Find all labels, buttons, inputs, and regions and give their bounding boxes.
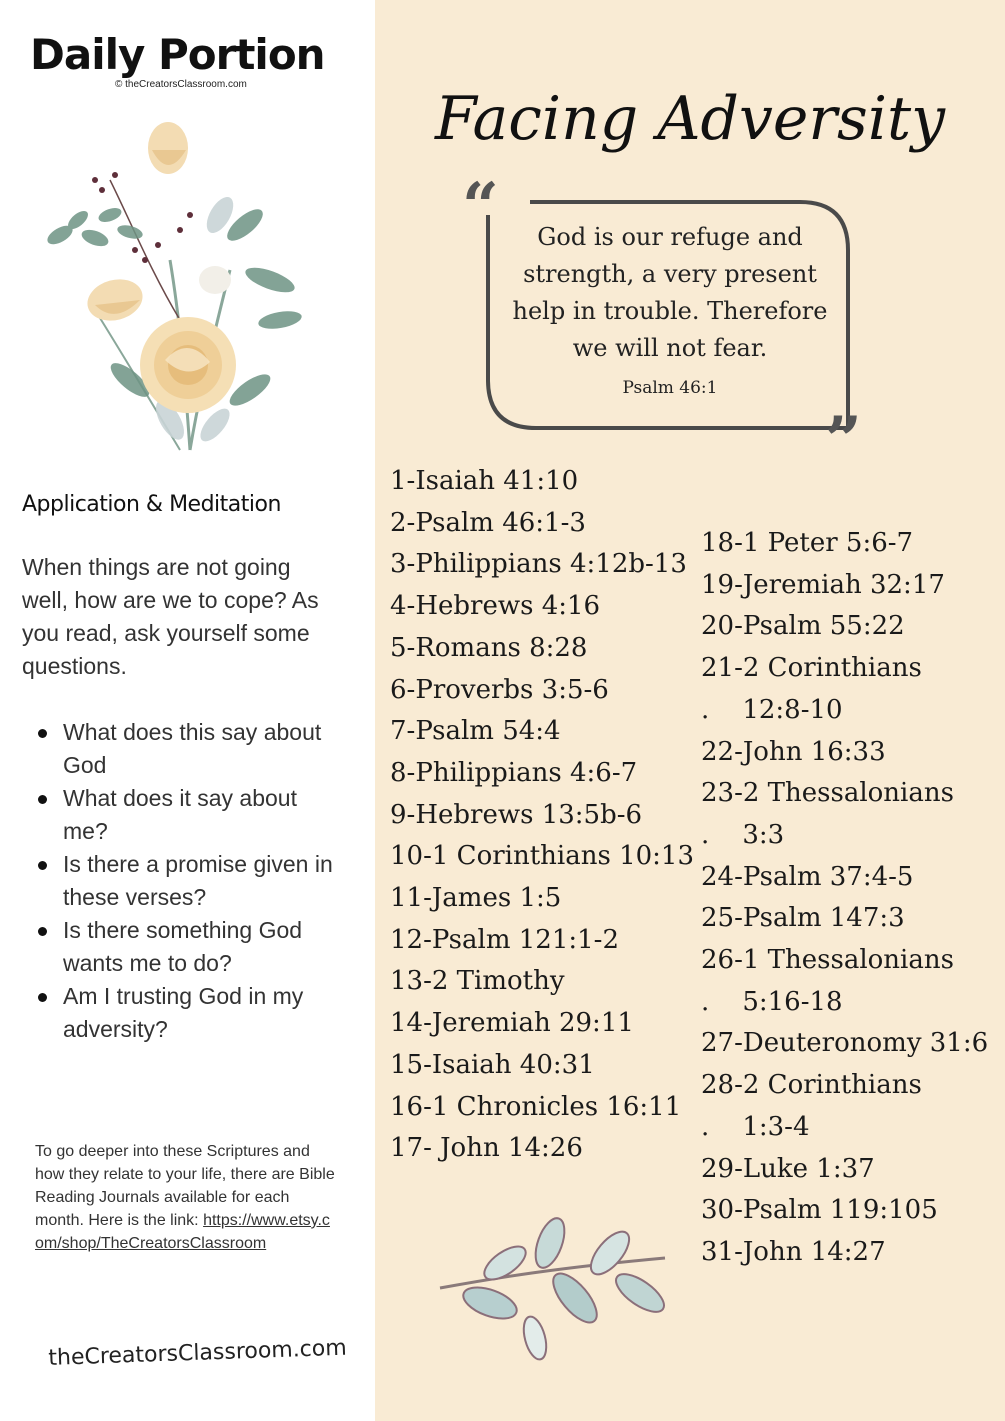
reading-list-col1 [390,461,694,1170]
reading-item: 7-Psalm 54:4 [390,716,561,747]
brand-copyright: © theCreatorsClassroom.com [115,79,247,90]
reading-item: 12-Psalm 121:1-2 [390,924,619,955]
reading-item: 15-Isaiah 40:31 [390,1049,595,1080]
reading-item: 25-Psalm 147:3 [701,903,905,934]
reading-item: 10-1 Corinthians 10:13 [390,841,695,872]
reading-item: 3-Philippians 4:12b-13 [390,549,687,580]
reading-item: . 12:8-10 [701,694,843,725]
question-item: What does it say about me? [22,782,342,848]
left-panel [0,0,375,1421]
reading-item: 22-John 16:33 [701,736,886,767]
reading-item: 31-John 14:27 [701,1236,886,1267]
brand-title: Daily Portion [30,30,325,79]
reading-item: 24-Psalm 37:4-5 [701,861,914,892]
reading-item: 13-2 Timothy [390,966,565,997]
site-url: theCreatorsClassroom.com [48,1335,348,1371]
quote-reference: Psalm 46:1 [622,378,718,398]
reading-item: 2-Psalm 46:1-3 [390,507,586,538]
question-item: Am I trusting God in my adversity? [22,980,342,1046]
reading-item: 6-Proverbs 3:5-6 [390,674,609,705]
etsy-shop-link[interactable]: https://www.etsy.com/shop/TheCreatorsClassroom [35,1212,330,1252]
leaf-branch-illustration [435,1218,675,1378]
reading-item: 27-Deuteronomy 31:6 [701,1028,989,1059]
question-item: What does this say about God [22,716,342,782]
reading-item: 5-Romans 8:28 [390,632,588,663]
reading-item: 14-Jeremiah 29:11 [390,1008,634,1039]
reading-item: 4-Hebrews 4:16 [390,591,601,622]
right-panel [375,0,1005,1421]
reading-item: 8-Philippians 4:6-7 [390,757,638,788]
reading-item: 21-2 Corinthians [701,653,922,684]
question-item: Is there a promise given in these verses? [22,848,342,914]
reading-item: 26-1 Thessalonians [701,945,954,976]
close-quote-icon: ” [825,403,862,478]
question-list [22,716,342,1046]
application-heading: Application & Meditation [22,492,281,517]
reading-item: 16-1 Chronicles 16:11 [390,1091,682,1122]
reading-item: 18-1 Peter 5:6-7 [701,528,914,558]
open-quote-icon: “ [462,169,499,244]
reading-item: . 3:3 [701,819,785,850]
reading-item: 17- John 14:26 [390,1133,583,1164]
application-intro: When things are not going well, how are we to cope? As you read, ask yourself some questions. [22,554,319,679]
reading-item: 30-Psalm 119:105 [701,1195,938,1226]
reading-item: 11-James 1:5 [390,883,562,914]
reading-item: . 5:16-18 [701,986,843,1017]
reading-item: 19-Jeremiah 32:17 [701,569,945,600]
reading-item: 1-Isaiah 41:10 [390,466,579,496]
footer-note [35,1140,335,1255]
reading-list-col2 [701,523,988,1274]
reading-item: 9-Hebrews 13:5b-6 [390,799,643,830]
question-item: Is there something God wants me to do? [22,914,342,980]
reading-item: 20-Psalm 55:22 [701,611,905,642]
reading-item: 28-2 Corinthians [701,1070,922,1101]
reading-item: 23-2 Thessalonians [701,778,954,809]
reading-item: 29-Luke 1:37 [701,1153,875,1184]
footer-note-text: To go deeper into these Scriptures and how they relate to your life, there are Bible Reading Journals available for each month. Here is the link: [35,1143,335,1229]
theme-title: Facing Adversity [434,84,946,154]
quote-text: God is our refuge and strength, a very present help in trouble. Therefore we will not fear. [512,223,828,362]
reading-item: . 1:3-4 [701,1111,810,1142]
rose-bouquet-illustration [40,120,320,460]
